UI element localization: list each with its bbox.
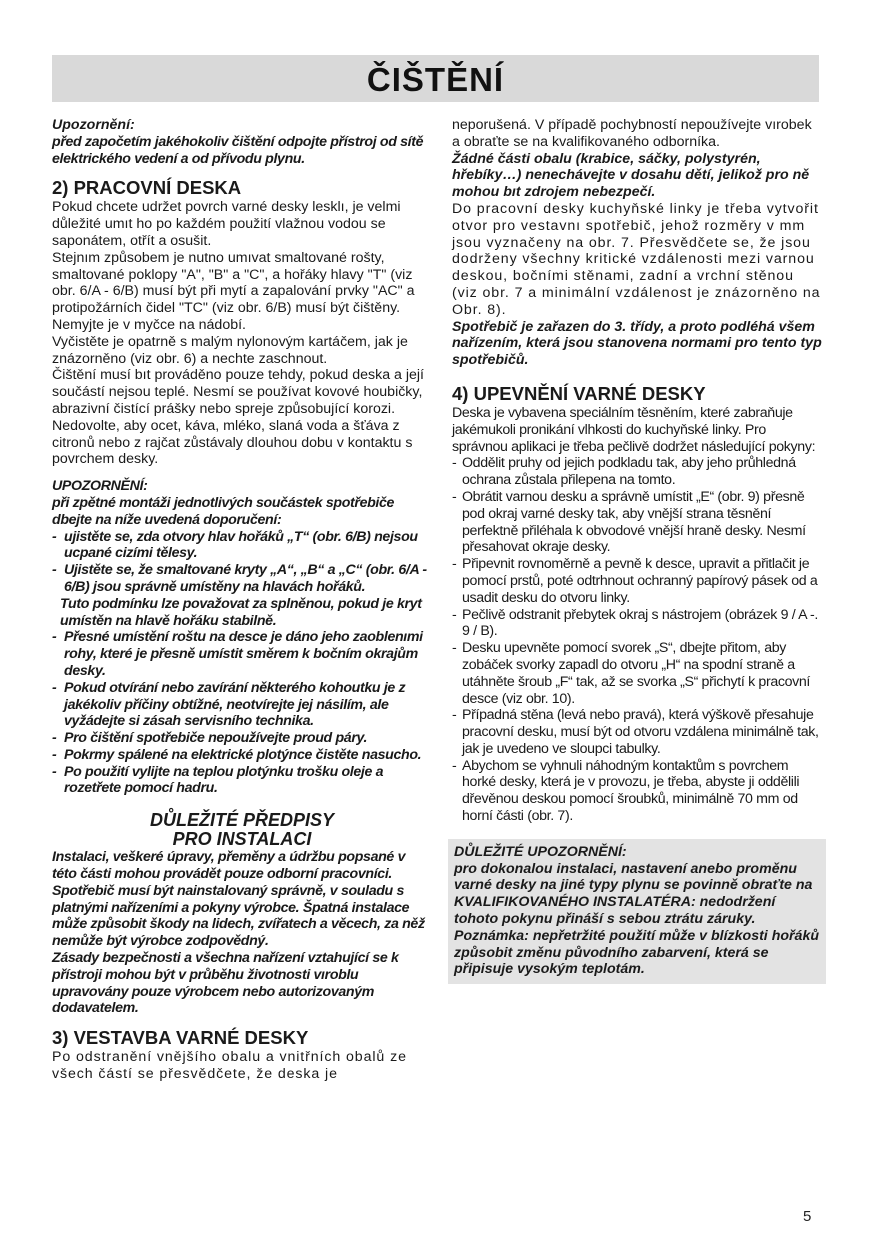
warning2-item: - Pro čištění spotřebiče nepoužívejte proud páry. [52, 730, 432, 747]
page-number: 5 [803, 1208, 812, 1225]
notice-text: pro dokonalou instalaci, nastavení anebo proměnu varné desky na jiné typy plynu se povinně obraťte na KVALIFIKOVANÉHO INSTALATÉRA: nedodržení tohoto pokynu přináší s sebou ztrátu záruky. [454, 860, 813, 928]
rules-heading-line-2: PRO INSTALACI [172, 829, 312, 850]
warning-text: před započetím jakéhokoliv čištění odpojte přístroj od sítě elektrického vedení a od přívodu plynu. [52, 133, 424, 167]
warning2-item: - Pokrmy spálené na elektrické plotýnce čistěte nasucho. [52, 747, 432, 764]
page-title-bar [52, 55, 819, 102]
section4-step: - Oddělit pruhy od jejich podkladu tak, aby jeho průhledná ochrana zůstala přilepena na tomto. [452, 455, 822, 489]
section4-steps [452, 455, 822, 825]
warning2-item: - Ujistěte se, že smaltované kryty „A“, „B“ a „C“ (obr. 6/A - 6/B) jsou správně umístěny na hlavách hořáků. [52, 562, 432, 596]
warning2-item: - Po použití vylijte na teplou plotýnku trošku oleje a rozetřete pomocí hadru. [52, 764, 432, 798]
notice-label: DŮLEŽITÉ UPOZORNĚNÍ: [454, 843, 627, 860]
section4-step: - Pečlivě odstranit přebytek okraj s nástrojem (obrázek 9 / A -. 9 / B). [452, 607, 822, 641]
important-notice-box [448, 839, 826, 984]
section4-step: - Abychom se vyhnuli náhodným kontaktům s povrchem horké desky, která je v provozu, je třeba, abyste ji oddělili dřevěnou deskou pomocí šroubků, minimálně 70 mm od horní části (obr. 7). [452, 758, 822, 825]
section4-step: - Desku upevněte pomocí svorek „S“, dbejte přitom, aby zobáček svorky zapadl do otvoru „H“ na spodní straně a utáhněte šroub „F“ tak, až se svorka „S“ přichytí k pracovní desce (viz obr. 10). [452, 640, 822, 707]
continued-paragraph-1: neporušená. V případě pochybností nepoužívejte vırobek a obraťte se na kvalifikovaného odborníka. [452, 117, 812, 150]
warning2-list [52, 529, 432, 798]
warning2-item: - ujistěte se, zda otvory hlav hořáků „T“ (obr. 6/B) nejsou ucpané cizími tělesy. [52, 529, 432, 563]
section3-heading: 3) VESTAVBA VARNÉ DESKY [52, 1027, 309, 1049]
right-column [452, 117, 822, 984]
rules-heading-line-1: DŮLEŽITÉ PŘEDPISY [149, 810, 335, 831]
notice-note: Poznámka: nepřetržité použití může v blízkosti hořáků způsobit změnu původního zabarvení, která se připisuje vysokým teplotám. [454, 927, 819, 978]
section2-paragraph-1: Pokud chcete udržet povrch varné desky lesklı, je velmi důležité umıt ho po každém použití vlažnou vodou se saponátem, otřít a osušit. [52, 199, 401, 249]
warning2-intro: při zpětné montáži jednotlivých součástek spotřebiče dbejte na níže uvedená doporučení: [52, 494, 395, 528]
continued-paragraph-2: Do pracovní desky kuchyňské linky je třeba vytvořit otvor pro vestavnı spotřebič, jehož rozměry v mm jsou vyznačeny na obr. 7. Přesvědčete se, že jsou dodrženy všechny kritické vzdálenosti mezi varnou deskou, bočními stěnami, zadní a vrchní stěnou (viz obr. 7 a minimální vzdálenost je znázorněno na Obr. 8). [452, 200, 821, 318]
left-column [52, 117, 432, 1083]
section4-step: - Obrátit varnou desku a správně umístit „E“ (obr. 9) přesně pod okraj varné desky tak, aby vnější strana těsnění perfektně přiléhala k obvodové vnější hraně desky. Nesmí přesahovat okraje desky. [452, 489, 822, 556]
warning2-label: UPOZORNĚNÍ: [52, 478, 148, 495]
section3-paragraph-1: Po odstranění vnějšího obalu a vnitřních obalů ze všech částí se přesvědčete, že deska je [52, 1049, 407, 1083]
warning-label: Upozornění: [52, 117, 135, 133]
rules-paragraph-1: Instalaci, veškeré úpravy, přeměny a údržbu popsané v této části mohou provádět pouze odborní pracovníci. Spotřebič musí být nainstalovaný správně, v souladu s platnými nařízeními a pokyny výrobce. Špatná instalace může způsobit škody na lidech, zvířatech a věcech, za něž nemůže být výrobce zodpovědný. [52, 849, 425, 950]
section4-step: - Případná stěna (levá nebo pravá), která výškově přesahuje pracovní desku, musí být od otvoru vzdálena minimálně tak, jak je uvedeno ve sloupci tabulky. [452, 707, 822, 757]
section2-paragraph-4: Čištění musí bıt prováděno pouze tehdy, pokud deska a její součástí nejsou teplé. Nesmí se používat kovové houbičky, abrazivní čistící prášky nebo spreje způsobující korozi. [52, 367, 424, 417]
section2-paragraph-5: Nedovolte, aby ocet, káva, mléko, slaná voda a šťáva z citronů nebo z rajčat zůstávaly dlouhou dobu v kontaktu s povrchem desky. [52, 417, 413, 468]
warning2-item: - Pokud otvírání nebo zavírání některého kohoutku je z jakékoliv příčiny obtížné, neotvírejte jej násilím, ale vyžádejte si zásah servisního technika. [52, 680, 432, 730]
page-title: ČIŠTĚNÍ [366, 61, 505, 98]
warning2-item: - Přesné umístění roštu na desce je dáno jeho zaoblenımi rohy, které je přesně umístit směrem k bočním okrajům desky. [52, 629, 432, 679]
section4-intro: Deska je vybavena speciálním těsněním, které zabraňuje jakémukoli pronikání vlhkosti do kuchyňské linky. Pro správnou aplikaci je třeba pečlivě dodržet následující pokyny: [452, 404, 816, 455]
rules-paragraph-2: Zásady bezpečnosti a všechna nařízení vztahující se k přístroji mohou být v průběhu životnosti vıroblu upravovány pouze výrobcem nebo autorizovaným dodavatelem. [52, 950, 399, 1017]
section2-heading: 2) PRACOVNÍ DESKA [52, 177, 242, 199]
packaging-warning: Žádné části obalu (krabice, sáčky, polystyrén, hřebíky…) nenechávejte v dosahu dětí, jelikož pro ně mohou bıt zdrojem nebezpečí. [452, 150, 810, 201]
warning2-item: Tuto podmínku lze považovat za splněnou, pokud je kryt umístěn na hlavě hořáku stabilně. [60, 595, 422, 629]
appliance-class-note: Spotřebič je zařazen do 3. třídy, a proto podléhá všem nařízením, která jsou stanovena normami pro tento typ spotřebičů. [452, 318, 822, 369]
section4-heading: 4) UPEVNĚNÍ VARNÉ DESKY [452, 382, 706, 404]
section4-step: - Připevnit rovnoměrně a pevně k desce, upravit a přitlačit je pomocí prstů, poté odtrhnout ochranný papírový pásek od a usadit desku do otvoru linky. [452, 556, 822, 606]
section2-paragraph-3: Vyčistěte je opatrně s malým nylonovým kartáčem, jak je znázorněno (viz obr. 6) a nechte zaschnout. [52, 333, 408, 367]
section2-paragraph-2: Stejnım způsobem je nutno umıvat smaltované rošty, smaltované poklopy "A", "B" a "C", a hořáky hlavy "T" (viz obr. 6/A - 6/B) musí být při mytí a zapalování prvky "AC" a protipožárních čidel "TC" (viz obr. 6/B) musí být čištěny. Nemyjte je v myčce na nádobí. [52, 249, 415, 333]
